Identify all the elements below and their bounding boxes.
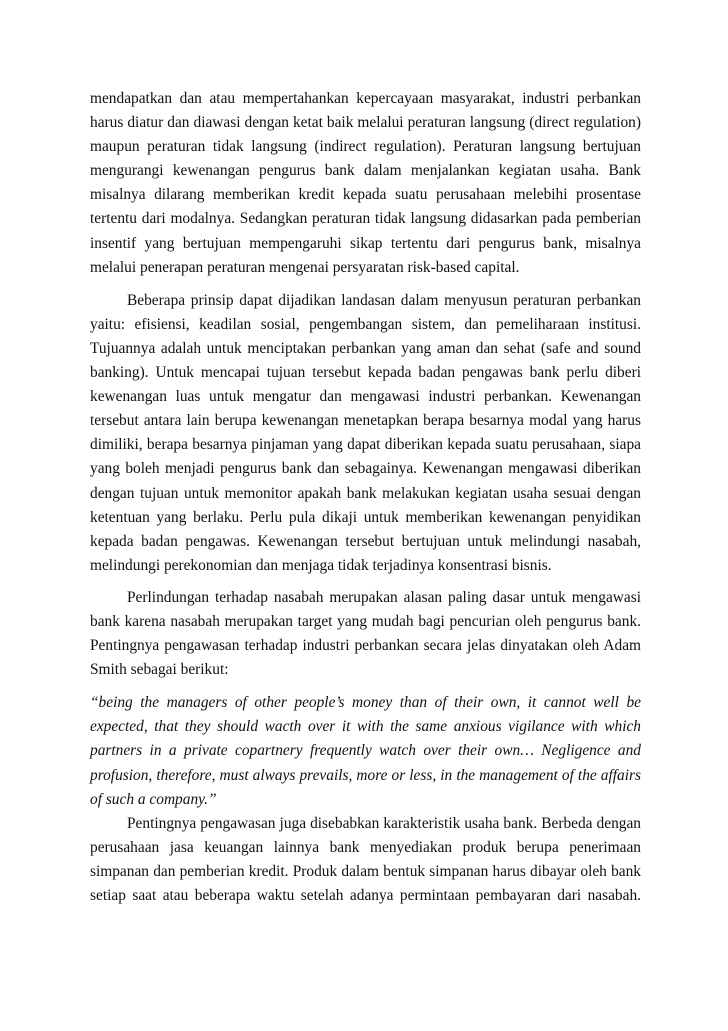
adam-smith-quote: “being the managers of other people’s money than of their own, it cannot well be expected, that they should wacth over it with the same anxious vigilance with which partners in a private copartnery frequently watch over their own… Negligence and profusion, therefore, must always prevails, more or less, in the management of the affairs of such a company.” xyxy=(90,694,641,808)
paragraph-regulation: mendapatkan dan atau mempertahankan kepercayaan masyarakat, industri perbankan harus diatur dan diawasi dengan ketat baik melalui peraturan langsung (direct regulation) maupun peraturan tidak langsung (indirect regulation). Peraturan langsung bertujuan mengurangi kewenangan pengurus bank dalam menjalankan kegiatan usaha. Bank misalnya dilarang memberikan kredit kepada suatu perusahaan melebihi prosentase tertentu dari modalnya. Sedangkan peraturan tidak langsung didasarkan pada pemberian insentif yang bertujuan mempengaruhi sikap tertentu dari pengurus bank, misalnya melalui penerapan peraturan mengenai persyaratan risk-based capital. xyxy=(90,90,641,276)
document-page xyxy=(90,87,641,908)
paragraph-bank-characteristics: Pentingnya pengawasan juga disebabkan karakteristik usaha bank. Berbeda dengan perusahaan jasa keuangan lainnya bank menyediakan produk berupa penerimaan simpanan dan pemberian kredit. Produk dalam bentuk simpanan harus dibayar oleh bank setiap saat atau beberapa waktu setelah adanya permintaan pembayaran dari nasabah. xyxy=(90,814,641,904)
paragraph-customer-protection: Perlindungan terhadap nasabah merupakan alasan paling dasar untuk mengawasi bank karena nasabah merupakan target yang mudah bagi pencurian oleh pengurus bank. Pentingnya pengawasan terhadap industri perbankan secara jelas dinyatakan oleh Adam Smith sebagai berikut: xyxy=(90,588,641,679)
paragraph-principles: Beberapa prinsip dapat dijadikan landasan dalam menyusun peraturan perbankan yaitu: efisiensi, keadilan sosial, pengembangan sistem, dan pemeliharaan institusi. Tujuannya adalah untuk menciptakan perbankan yang aman dan sehat (safe and sound banking). Untuk mencapai tujuan tersebut kepada badan pengawas bank perlu diberi kewenangan luas untuk mengatur dan mengawasi industri perbankan. Kewenangan tersebut antara lain berupa kewenangan menetapkan berapa besarnya modal yang harus dimiliki, berapa besarnya pinjaman yang dapat diberikan kepada suatu perusahaan, siapa yang boleh menjadi pengurus bank dan sebagainya. Kewenangan mengawasi diberikan dengan tujuan untuk memonitor apakah bank melakukan kegiatan usaha sesuai dengan ketentuan yang berlaku. Perlu pula dikaji untuk memberikan kewenangan penyidikan kepada badan pengawas. Kewenangan tersebut bertujuan untuk melindungi nasabah, melindungi perekonomian dan menjaga tidak terjadinya konsentrasi bisnis. xyxy=(90,291,641,574)
